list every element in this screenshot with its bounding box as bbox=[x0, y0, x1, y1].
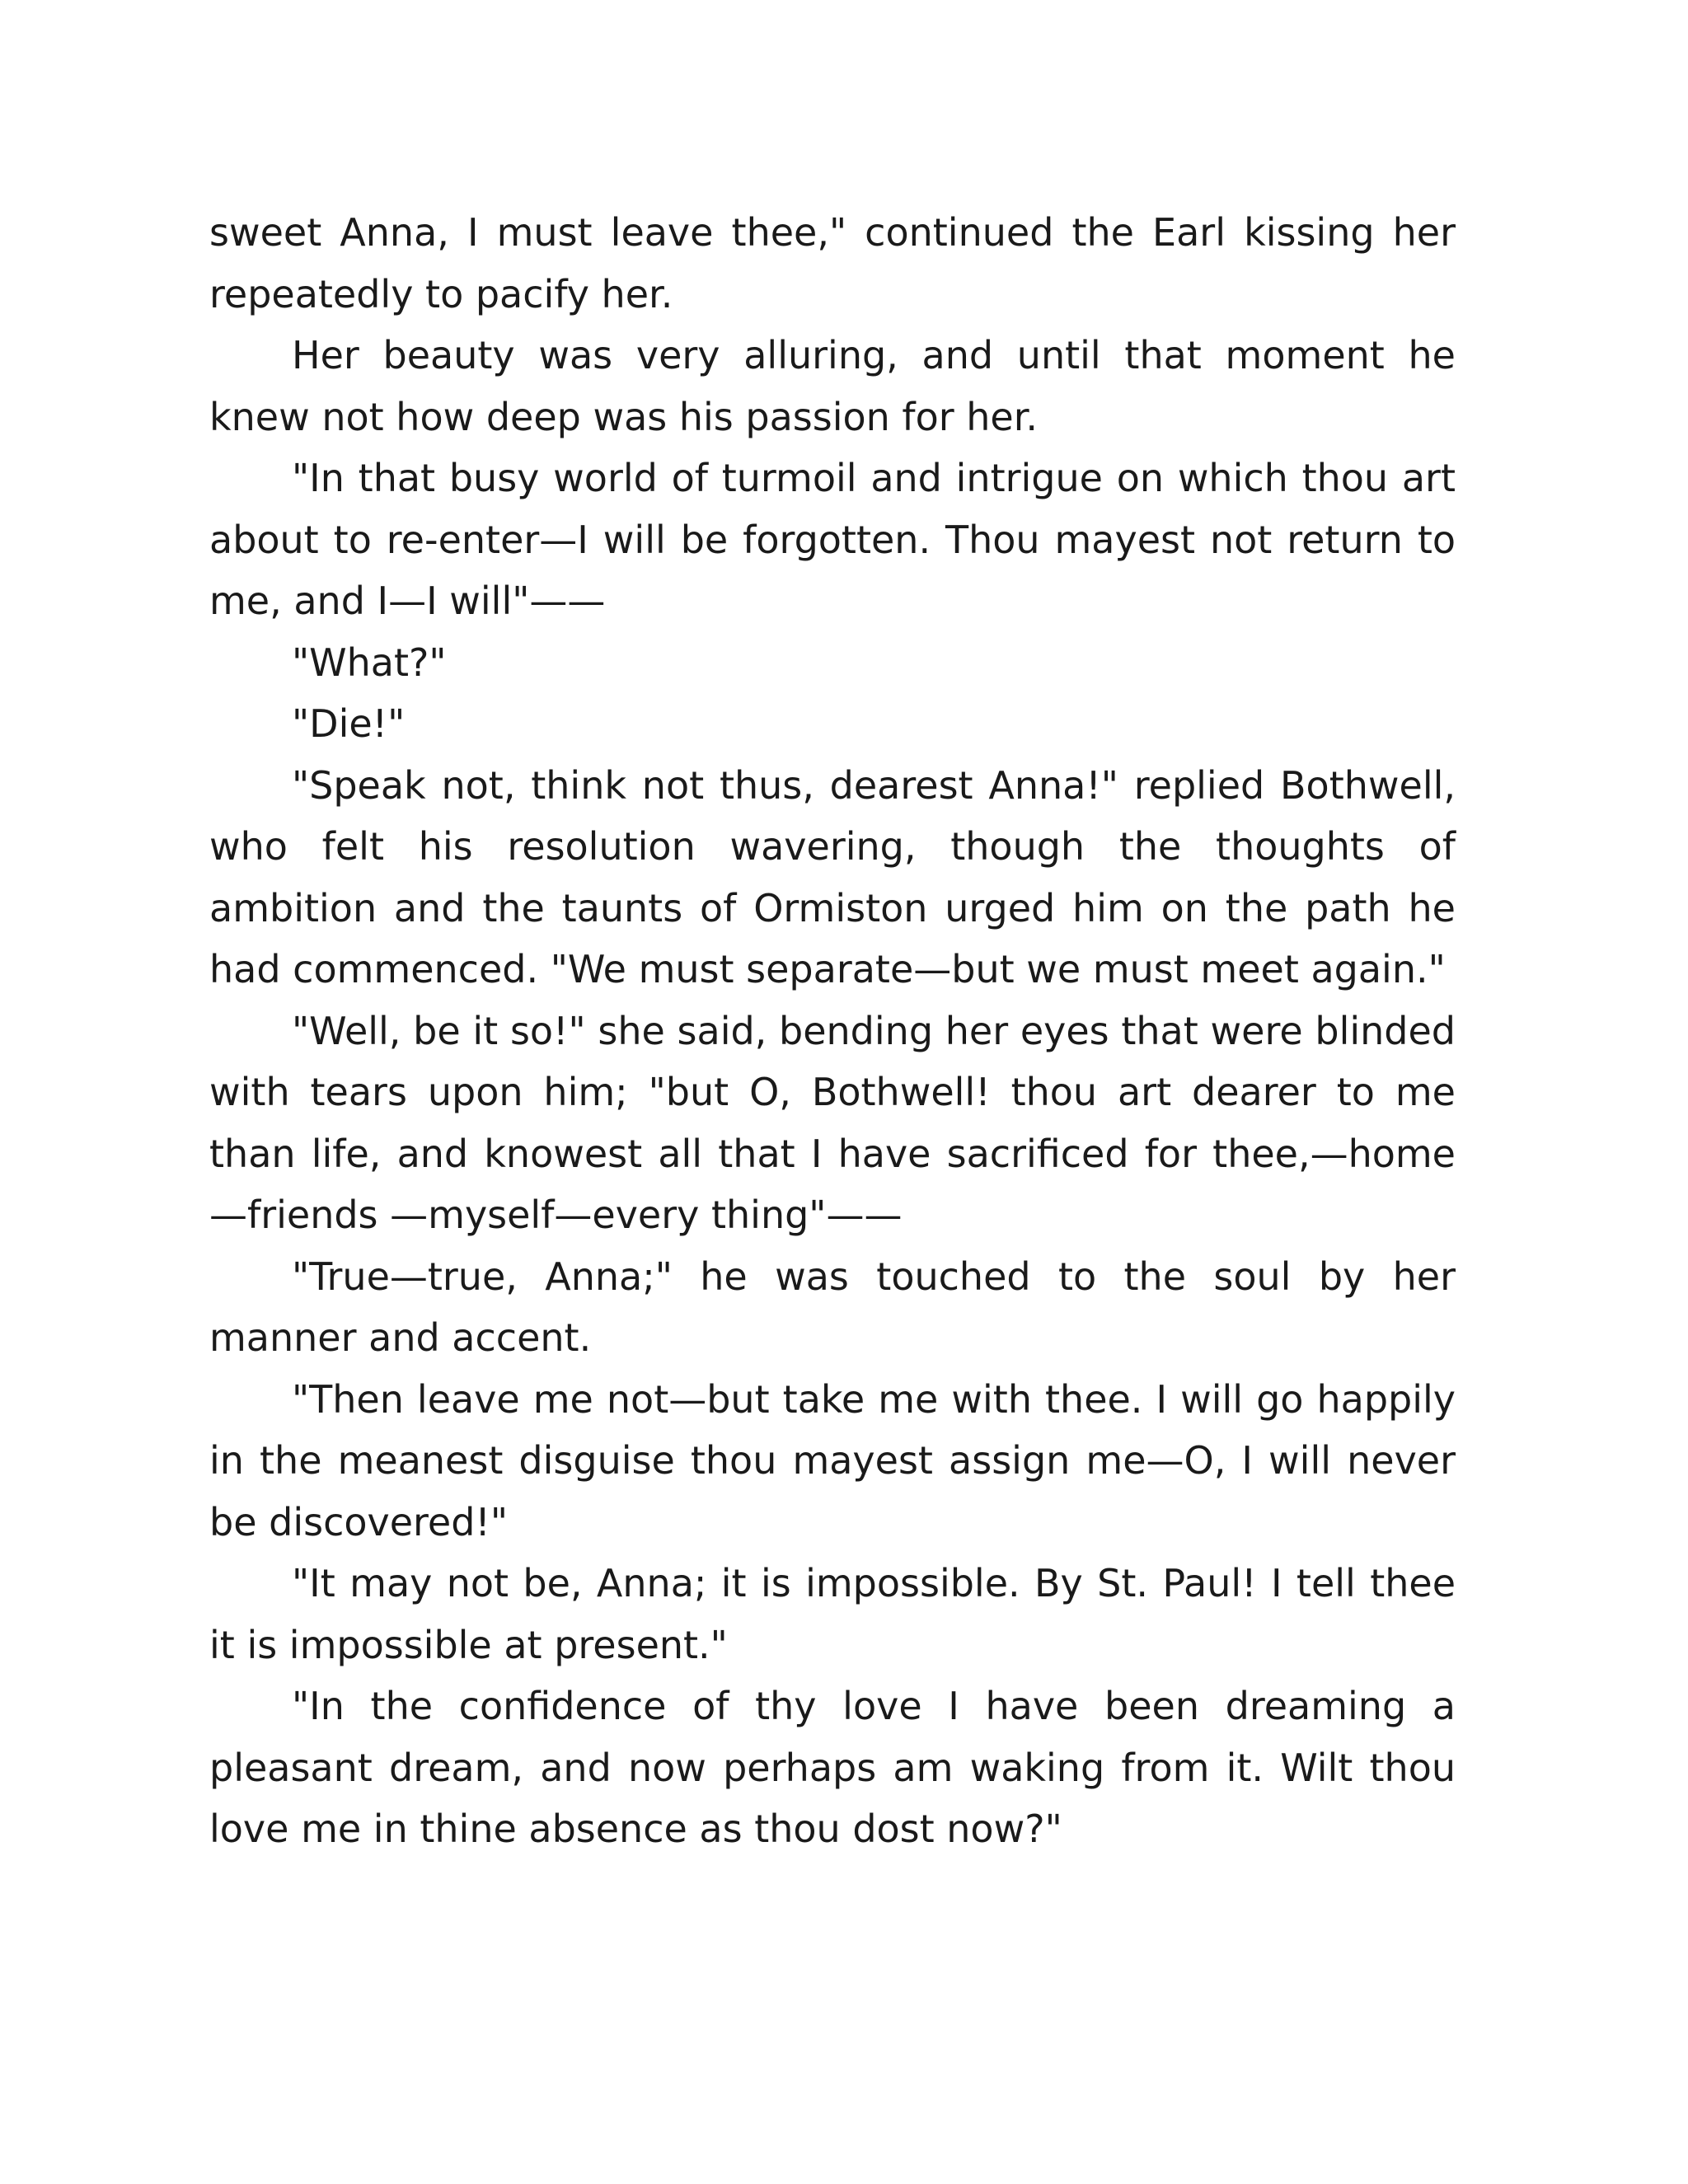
paragraph-4: "What?" bbox=[292, 640, 447, 685]
page-body bbox=[209, 202, 1456, 1860]
paragraph-11: "In the confidence of thy love I have been dreaming a pleasant dream, and now perhaps am waking from it. Wilt thou love me in thine absence as thou dost now?" bbox=[209, 1684, 1456, 1851]
paragraph-1: sweet Anna, I must leave thee," continued the Earl kissing her repeatedly to pacify her. bbox=[209, 210, 1456, 316]
paragraph-10: "It may not be, Anna; it is impossible. By St. Paul! I tell thee it is impossible at present." bbox=[209, 1561, 1456, 1667]
paragraph-3: "In that busy world of turmoil and intrigue on which thou art about to re-enter—I will be forgotten. Thou mayest not return to me, and I—I will"—— bbox=[209, 456, 1456, 623]
paragraph-6: "Speak not, think not thus, dearest Anna!" replied Bothwell, who felt his resolution wavering, though the thoughts of ambition and the taunts of Ormiston urged him on the path he had commenced. "We must separate—but we must meet again." bbox=[209, 762, 1456, 991]
paragraph-8: "True—true, Anna;" he was touched to the soul by her manner and accent. bbox=[209, 1254, 1456, 1360]
paragraph-5: "Die!" bbox=[292, 701, 406, 746]
paragraph-7: "Well, be it so!" she said, bending her eyes that were blinded with tears upon him; "but O, Bothwell! thou art dearer to me than life, and knowest all that I have sacrificed for thee,—home—friends —myself—every thing"—— bbox=[209, 1008, 1456, 1237]
paragraph-2: Her beauty was very alluring, and until that moment he knew not how deep was his passion for her. bbox=[209, 333, 1456, 439]
paragraph-9: "Then leave me not—but take me with thee. I will go happily in the meanest disguise thou mayest assign me—O, I will never be discovered!" bbox=[209, 1376, 1456, 1544]
